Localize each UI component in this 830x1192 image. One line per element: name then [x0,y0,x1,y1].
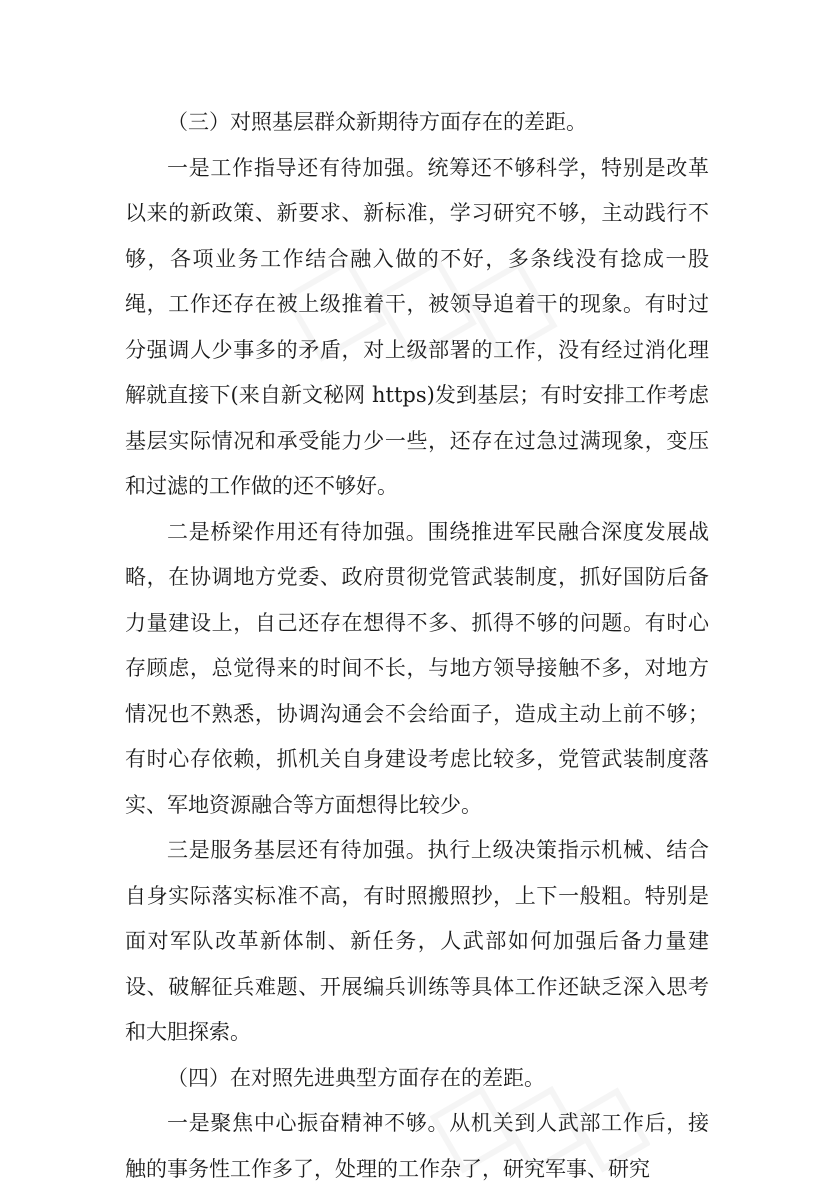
section-heading-4: （四）在对照先进典型方面存在的差距。 [167,1065,545,1090]
paragraph-bridge-role: 二是桥梁作用还有待加强。围绕推进军民融合深度发展战略，在协调地方党委、政府贯彻党管武装制度，抓好国防后备力量建设上，自己还存在想得不多、抓得不够的问题。有时心存顾虑，总觉得来的时间不长，与地方领导接触不多，对地方情况也不熟悉，协调沟通会不会给面子，造成主动上前不够；有时心存依赖，抓机关自身建设考虑比较多，党管武装制度落实、军地资源融合等方面想得比较少。 [125,519,709,817]
paragraph-focus-center: 一是聚焦中心振奋精神不够。从机关到人武部工作后，接触的事务性工作多了，处理的工作杂了，研究军事、研究 [125,1111,709,1181]
section-heading-3: （三）对照基层群众新期待方面存在的差距。 [167,110,587,134]
document-body [125,100,709,1192]
paragraph-serve-grassroots: 三是服务基层还有待加强。执行上级决策指示机械、结合自身实际落实标准不高，有时照搬照抄，上下一般粗。特别是面对军队改革新体制、新任务，人武部如何加强后备力量建设、破解征兵难题、开展编兵训练等具体工作还缺乏深入思考和大胆探索。 [125,838,709,1044]
paragraph-work-guidance: 一是工作指导还有待加强。统筹还不够科学，特别是改革以来的新政策、新要求、新标准，学习研究不够，主动践行不够，各项业务工作结合融入做的不好，多条线没有捻成一股绳，工作还存在被上级推着干，被领导追着干的现象。有时过分强调人少事多的矛盾，对上级部署的工作，没有经过消化理解就直接下(来自新文秘网 https)发到基层；有时安排工作考虑基层实际情况和承受能力少一些，还存在过急过满现象，变压和过滤的工作做的还不够好。 [125,155,709,498]
